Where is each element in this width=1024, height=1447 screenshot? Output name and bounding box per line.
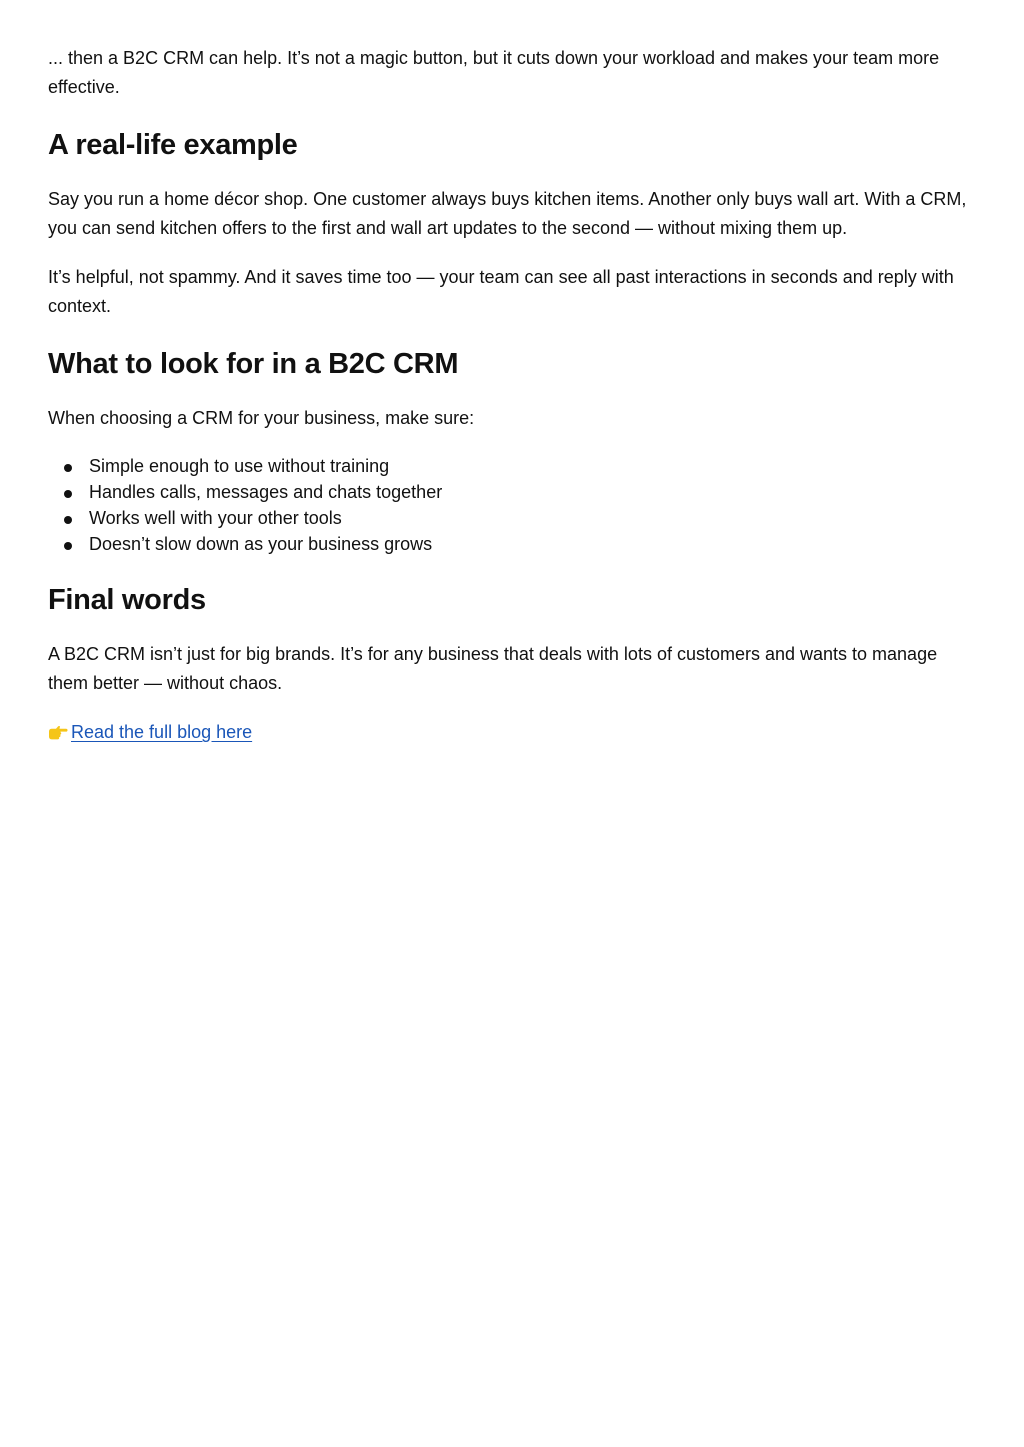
list-item-text: Simple enough to use without training (89, 456, 390, 476)
list-item-text: Doesn’t slow down as your business grows (89, 534, 433, 554)
bullet-icon (64, 464, 72, 472)
example-paragraph: Say you run a home décor shop. One customer always buys kitchen items. Another only buys wall art. With a CRM, you can send kitchen offers to the first and wall art updates to the second — without mixing them up. (48, 189, 967, 238)
list-item (48, 453, 978, 479)
list-item-text: Works well with your other tools (89, 508, 342, 528)
bullet-icon (64, 490, 72, 498)
document-page (48, 44, 978, 747)
list-item-text: Handles calls, messages and chats together (89, 482, 443, 502)
bullet-icon (64, 516, 72, 524)
list-item (48, 505, 978, 531)
final-paragraph: A B2C CRM isn’t just for big brands. It’s for any business that deals with lots of customers and wants to manage them better — without chaos. (48, 644, 938, 693)
criteria-list (48, 453, 978, 557)
list-item (48, 479, 978, 505)
heading-what-to-look-for: What to look for in a B2C CRM (48, 348, 459, 380)
heading-real-life-example: A real-life example (48, 129, 298, 161)
blog-link-row (48, 718, 978, 747)
list-item (48, 531, 978, 557)
heading-final-words: Final words (48, 584, 206, 616)
read-full-blog-link[interactable]: Read the full blog here (71, 722, 253, 742)
look-for-lead: When choosing a CRM for your business, make sure: (48, 408, 475, 428)
example-paragraph: It’s helpful, not spammy. And it saves time too — your team can see all past interactions in seconds and reply with context. (48, 267, 954, 316)
bullet-icon (64, 542, 72, 550)
pointing-hand-icon (48, 725, 68, 741)
intro-paragraph: ... then a B2C CRM can help. It’s not a magic button, but it cuts down your workload and makes your team more effective. (48, 48, 940, 97)
